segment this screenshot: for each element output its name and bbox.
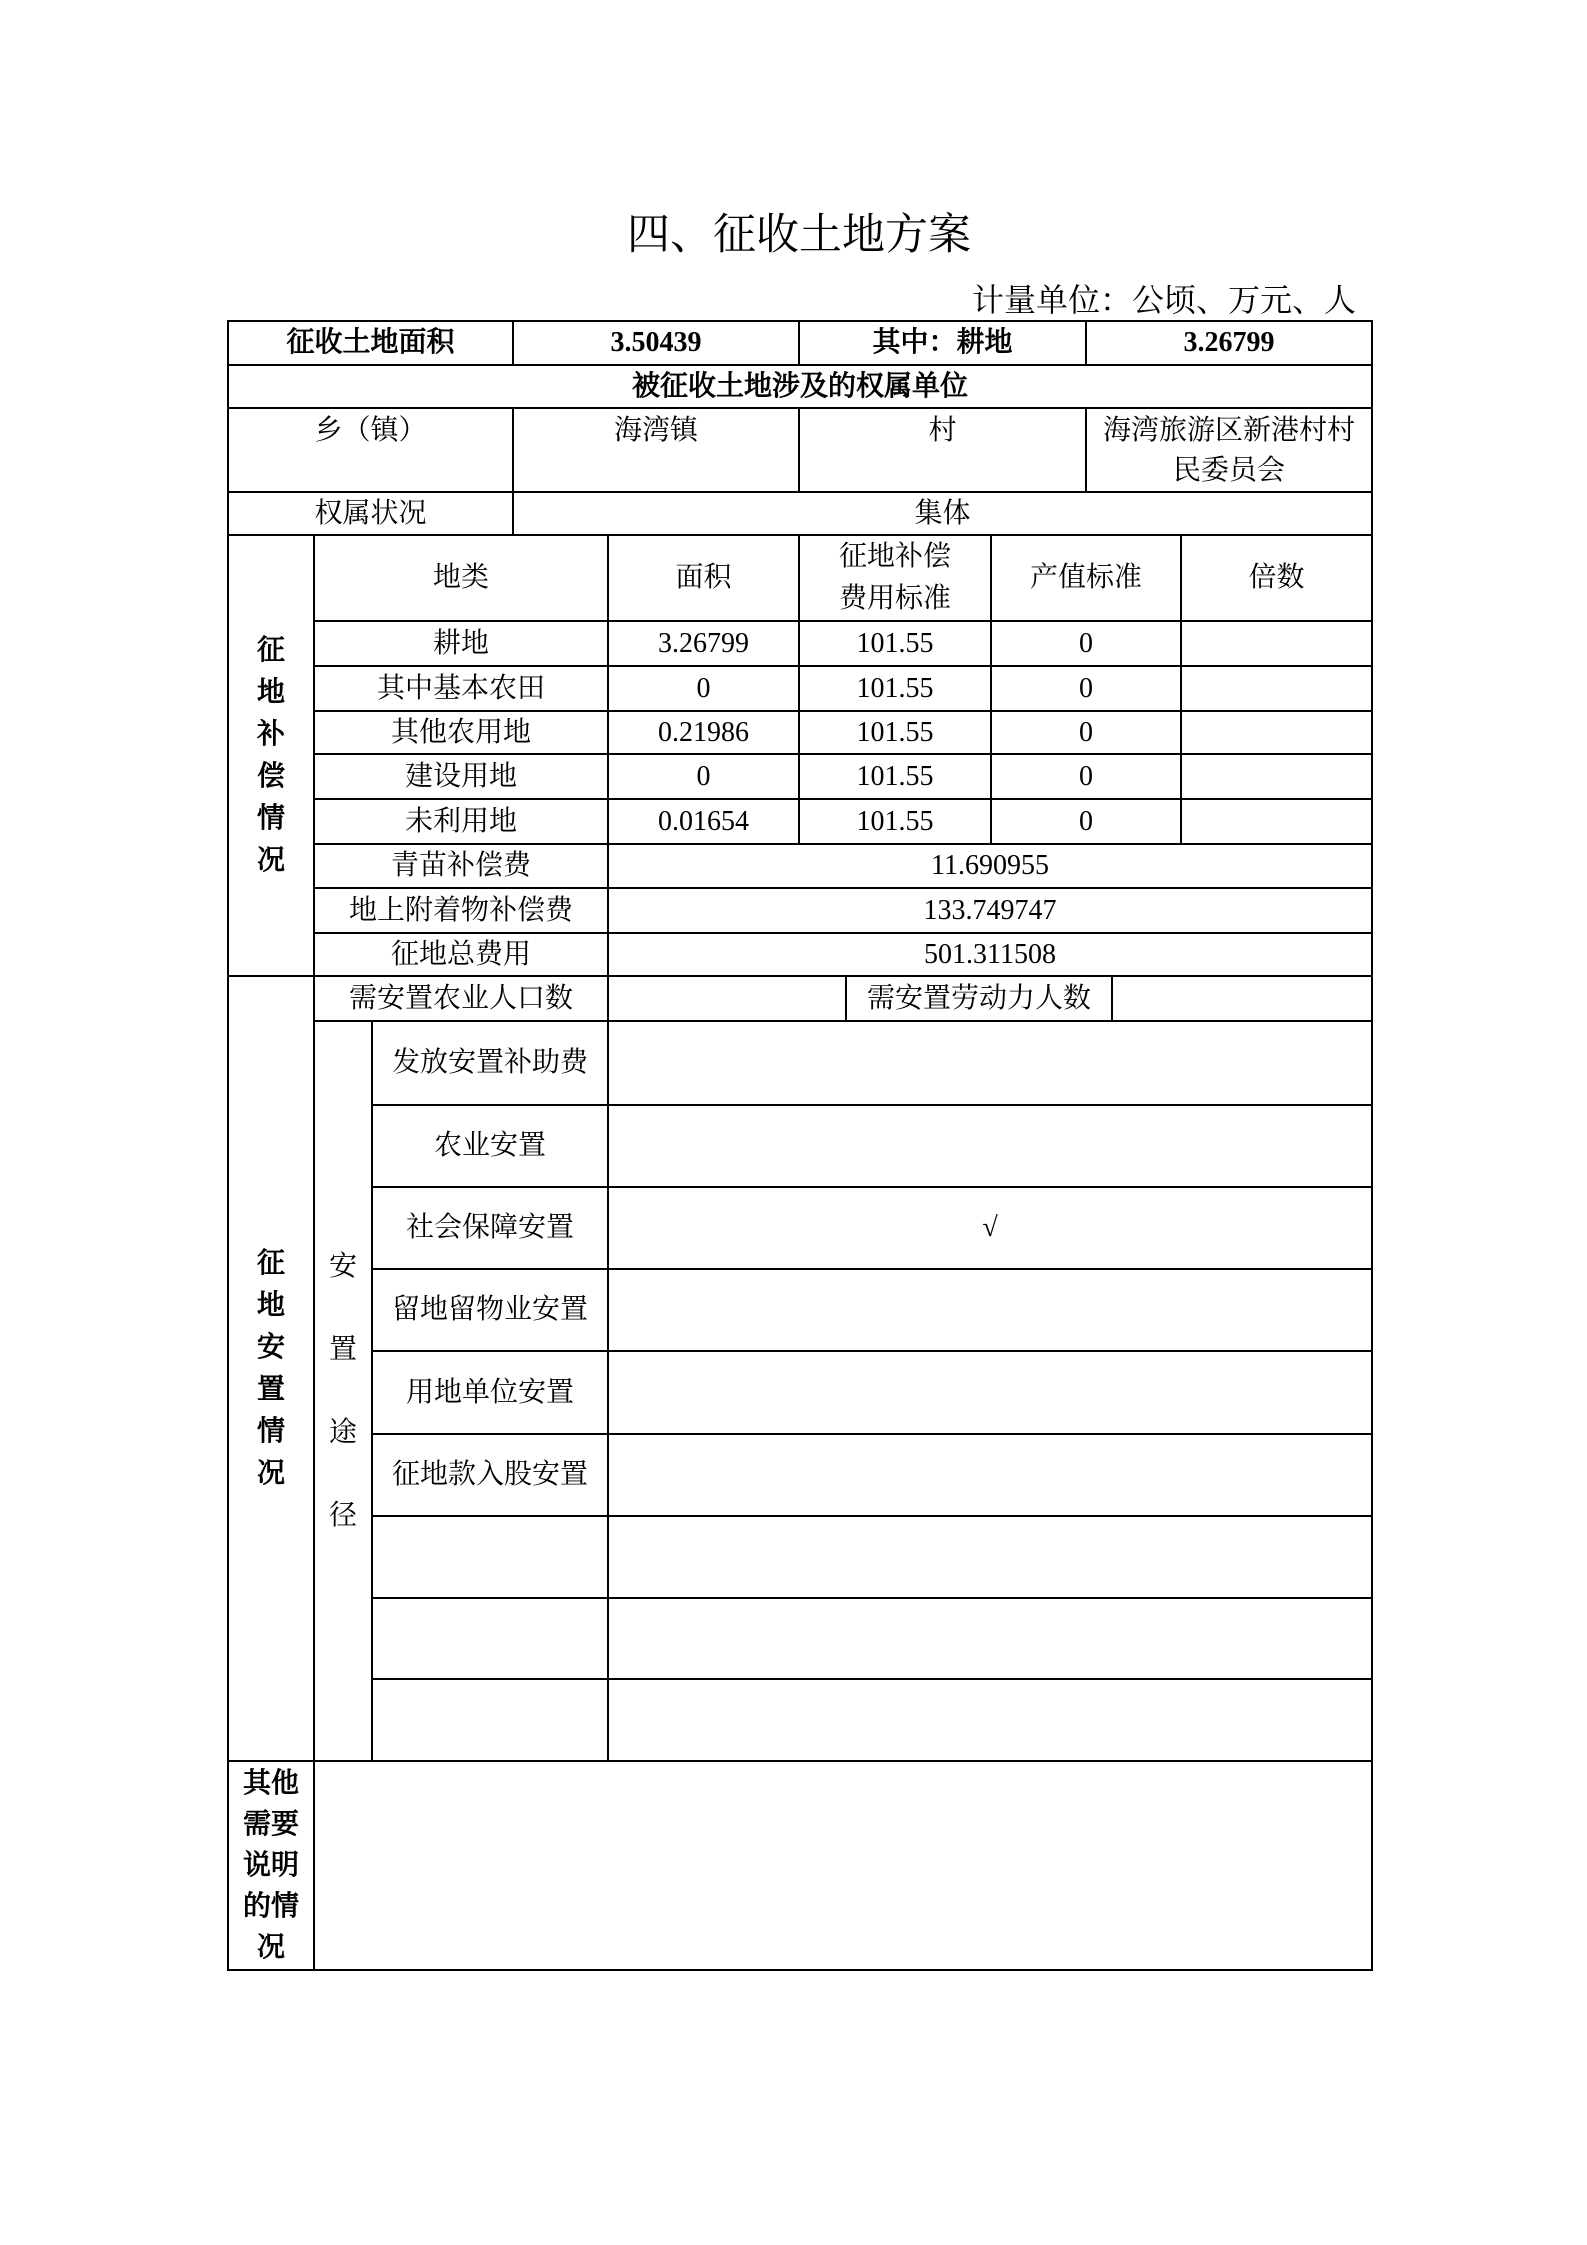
method-row — [228, 1021, 1372, 1105]
standard-cell: 101.55 — [799, 666, 991, 711]
method-value — [608, 1269, 1372, 1351]
labor-count-value — [1112, 976, 1372, 1021]
land-type-cell: 其中基本农田 — [314, 666, 608, 711]
method-row — [228, 1679, 1372, 1761]
total-fee-label: 征地总费用 — [314, 933, 608, 976]
attachment-fee-label: 地上附着物补偿费 — [314, 888, 608, 933]
land-type-cell: 建设用地 — [314, 754, 608, 799]
output-cell: 0 — [991, 799, 1181, 844]
method-row — [228, 1187, 1372, 1269]
township-value: 海湾镇 — [513, 408, 799, 492]
labor-count-label: 需安置劳动力人数 — [846, 976, 1112, 1021]
area-cell: 3.26799 — [608, 621, 799, 666]
method-value-checkmark: √ — [608, 1187, 1372, 1269]
method-label: 农业安置 — [372, 1105, 608, 1187]
cultivated-area-label: 其中：耕地 — [799, 321, 1086, 365]
fee-row — [228, 844, 1372, 888]
township-label: 乡（镇） — [228, 408, 513, 492]
method-value — [608, 1679, 1372, 1761]
table-row — [228, 666, 1372, 711]
method-label: 用地单位安置 — [372, 1351, 608, 1434]
method-value — [608, 1351, 1372, 1434]
unit-note: 计量单位：公顷、万元、人 — [971, 281, 1356, 319]
land-type-cell: 耕地 — [314, 621, 608, 666]
other-notes-row — [228, 1761, 1372, 1970]
header-area: 面积 — [608, 535, 799, 621]
cultivated-area-value: 3.26799 — [1086, 321, 1372, 365]
total-area-label: 征收土地面积 — [228, 321, 513, 365]
ownership-status-label: 权属状况 — [228, 492, 513, 535]
table-row — [228, 754, 1372, 799]
fee-row — [228, 888, 1372, 933]
total-fee-value: 501.311508 — [608, 933, 1372, 976]
compensation-section-text: 征地补偿情况 — [256, 634, 285, 876]
method-label: 社会保障安置 — [372, 1187, 608, 1269]
ownership-heading: 被征收土地涉及的权属单位 — [228, 365, 1372, 408]
village-label: 村 — [799, 408, 1086, 492]
land-type-cell: 其他农用地 — [314, 711, 608, 754]
resettlement-count-row — [228, 976, 1372, 1021]
table-row — [228, 711, 1372, 754]
page-title: 四、征收土地方案 — [627, 210, 971, 260]
methods-label-text: 安置途径 — [328, 1251, 357, 1531]
standard-cell: 101.55 — [799, 799, 991, 844]
multiple-cell — [1181, 711, 1372, 754]
fee-row — [228, 933, 1372, 976]
method-label: 发放安置补助费 — [372, 1021, 608, 1105]
attachment-fee-value: 133.749747 — [608, 888, 1372, 933]
method-value — [608, 1105, 1372, 1187]
resettlement-section-text: 征地安置情况 — [256, 1247, 285, 1489]
method-label — [372, 1679, 608, 1761]
output-cell: 0 — [991, 754, 1181, 799]
area-cell: 0 — [608, 666, 799, 711]
area-cell: 0.01654 — [608, 799, 799, 844]
method-label: 征地款入股安置 — [372, 1434, 608, 1516]
method-label — [372, 1516, 608, 1598]
standard-cell: 101.55 — [799, 711, 991, 754]
output-cell: 0 — [991, 666, 1181, 711]
other-notes-label — [228, 1761, 314, 1970]
output-cell: 0 — [991, 621, 1181, 666]
multiple-cell — [1181, 621, 1372, 666]
method-label — [372, 1598, 608, 1679]
standard-cell: 101.55 — [799, 754, 991, 799]
header-output-standard: 产值标准 — [991, 535, 1181, 621]
area-cell: 0.21986 — [608, 711, 799, 754]
header-compensation-standard-text: 征地补偿费用标准 — [838, 541, 951, 614]
method-row — [228, 1598, 1372, 1679]
table-row — [228, 621, 1372, 666]
standard-cell: 101.55 — [799, 621, 991, 666]
header-multiple: 倍数 — [1181, 535, 1372, 621]
multiple-cell — [1181, 666, 1372, 711]
method-row — [228, 1105, 1372, 1187]
header-land-type: 地类 — [314, 535, 608, 621]
village-value: 海湾旅游区新港村村民委员会 — [1086, 408, 1372, 492]
method-value — [608, 1434, 1372, 1516]
method-row — [228, 1269, 1372, 1351]
multiple-cell — [1181, 799, 1372, 844]
seedling-fee-value: 11.690955 — [608, 844, 1372, 888]
output-cell: 0 — [991, 711, 1181, 754]
method-value — [608, 1516, 1372, 1598]
method-value — [608, 1598, 1372, 1679]
summary-row — [228, 321, 1372, 365]
table-row — [228, 799, 1372, 844]
compensation-section-label — [228, 535, 314, 976]
agri-population-value — [608, 976, 846, 1021]
seedling-fee-label: 青苗补偿费 — [314, 844, 608, 888]
ownership-unit-row — [228, 408, 1372, 492]
agri-population-label: 需安置农业人口数 — [314, 976, 608, 1021]
method-row — [228, 1516, 1372, 1598]
methods-label — [314, 1021, 372, 1761]
method-row — [228, 1351, 1372, 1434]
land-acquisition-table — [227, 320, 1373, 1971]
resettlement-section-label — [228, 976, 314, 1761]
ownership-heading-row — [228, 365, 1372, 408]
land-type-cell: 未利用地 — [314, 799, 608, 844]
other-notes-value — [314, 1761, 1372, 1970]
ownership-status-row — [228, 492, 1372, 535]
compensation-header-row — [228, 535, 1372, 621]
header-compensation-standard — [799, 535, 991, 621]
method-label: 留地留物业安置 — [372, 1269, 608, 1351]
total-area-value: 3.50439 — [513, 321, 799, 365]
multiple-cell — [1181, 754, 1372, 799]
other-notes-label-text: 其他需要说明的情况 — [242, 1768, 299, 1963]
ownership-status-value: 集体 — [513, 492, 1372, 535]
method-value — [608, 1021, 1372, 1105]
method-row — [228, 1434, 1372, 1516]
area-cell: 0 — [608, 754, 799, 799]
